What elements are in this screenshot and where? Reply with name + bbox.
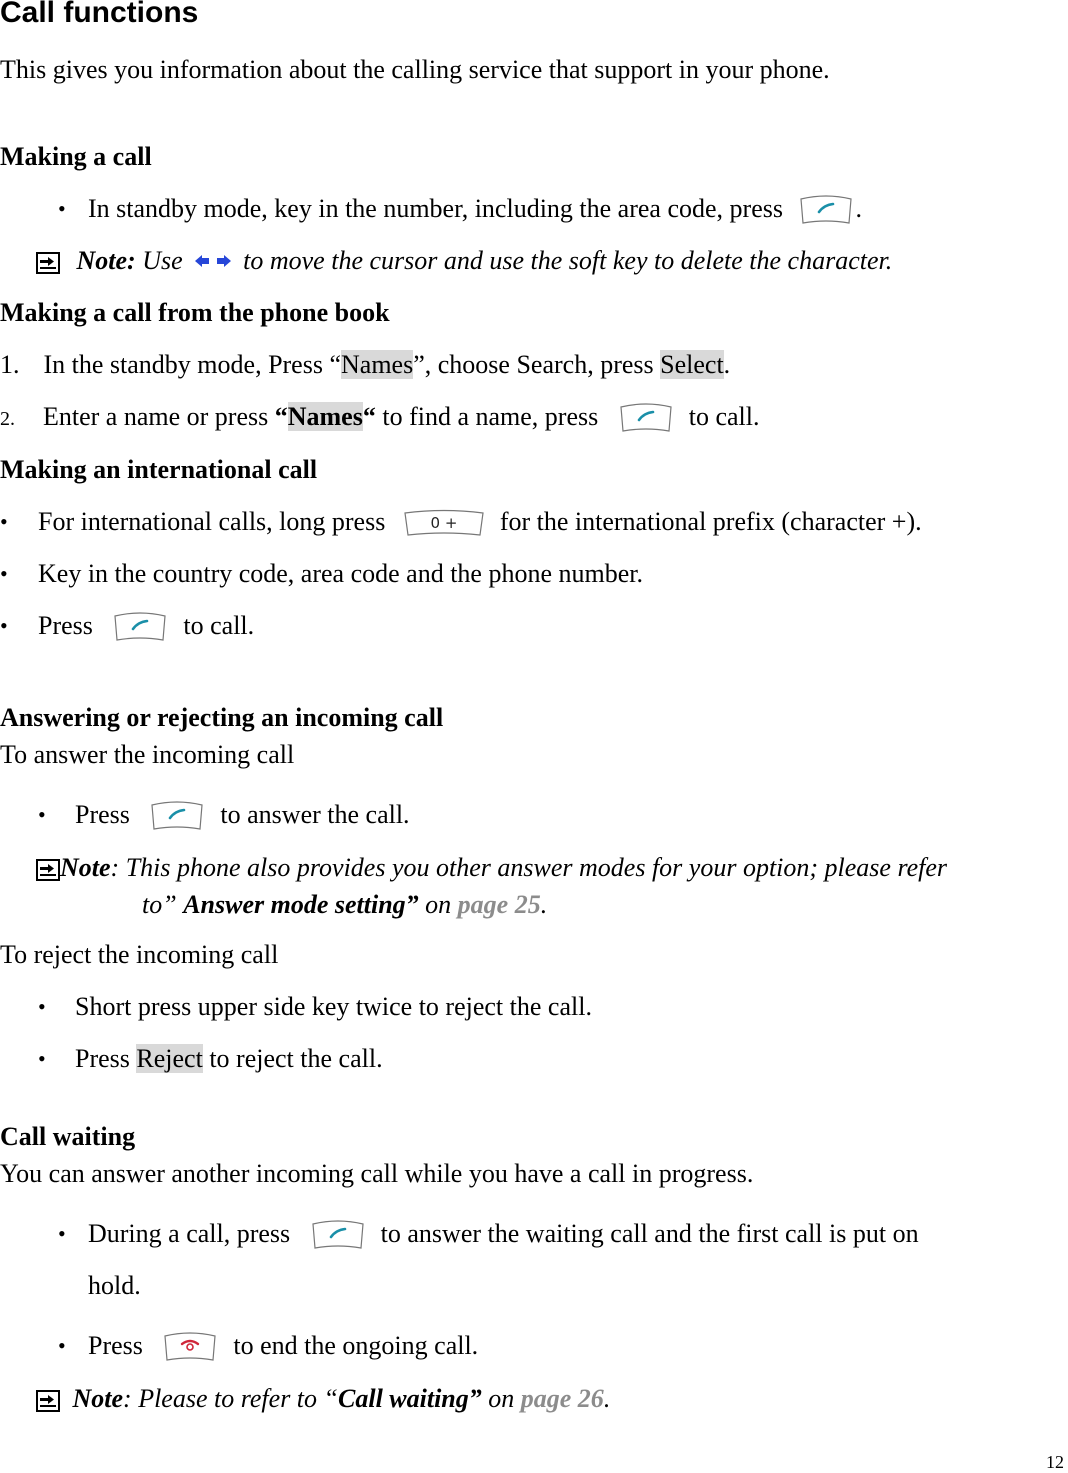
reject-bullet-2: Press Reject to reject the call. xyxy=(75,1044,383,1073)
international-bullet-1: For international calls, long press 0 + for the international prefix (character +). xyxy=(38,507,922,539)
page-25-link[interactable]: page 25 xyxy=(457,890,541,919)
answer-bullet: Press to answer the call. xyxy=(75,800,410,833)
phonebook-heading: Making a call from the phone book xyxy=(0,298,390,327)
answer-subheading: To answer the incoming call xyxy=(0,740,295,769)
waiting-intro: You can answer another incoming call while you have a call in progress. xyxy=(0,1159,754,1188)
call-key-icon xyxy=(617,403,675,435)
waiting-note: Note: Please to refer to “Call waiting” on page 26. xyxy=(36,1384,610,1414)
page-title: Call functions xyxy=(0,0,199,29)
reject-bullet-1: Short press upper side key twice to reject the call. xyxy=(75,992,592,1021)
end-call-key-icon xyxy=(161,1332,219,1364)
bullet-dot: • xyxy=(38,802,46,827)
note-icon xyxy=(36,252,60,274)
phonebook-step-2: 2. Enter a name or press “Names“ to find a name, press to call. xyxy=(0,402,760,435)
bullet-dot: • xyxy=(58,1333,66,1358)
waiting-heading: Call waiting xyxy=(0,1122,136,1151)
bullet-dot: • xyxy=(38,1046,46,1071)
note-icon xyxy=(36,1390,60,1412)
bullet-dot: • xyxy=(0,561,8,586)
select-softkey-label: Select xyxy=(660,350,724,379)
call-key-icon xyxy=(309,1220,367,1252)
page-number: 12 xyxy=(1046,1452,1064,1472)
names-softkey-label: Names xyxy=(287,402,363,431)
bullet-dot: • xyxy=(0,613,8,638)
call-key-icon xyxy=(111,612,169,644)
names-softkey-label: Names xyxy=(341,350,414,379)
waiting-bullet-1: During a call, press to answer the waiting call and the first call is put on xyxy=(88,1219,919,1252)
note-icon xyxy=(36,859,60,881)
international-bullet-3: Press to call. xyxy=(38,611,254,644)
reject-softkey-label: Reject xyxy=(136,1044,203,1073)
phonebook-step-1: 1. In the standby mode, Press “Names”, choose Search, press Select. xyxy=(0,350,731,379)
international-bullet-2: Key in the country code, area code and the phone number. xyxy=(38,559,643,588)
bullet-dot: • xyxy=(0,509,8,534)
making-call-heading: Making a call xyxy=(0,142,152,171)
bullet-dot: • xyxy=(38,994,46,1019)
zero-key-label: 0 + xyxy=(430,514,458,533)
zero-plus-key-icon xyxy=(402,509,486,539)
making-call-note: Note: Use to move the cursor and use the soft key to delete the character. xyxy=(36,246,892,276)
reject-subheading: To reject the incoming call xyxy=(0,940,279,969)
waiting-bullet-1-line-2: hold. xyxy=(88,1271,141,1300)
answer-note-line-2: to” Answer mode setting” on page 25. xyxy=(142,890,548,919)
arrow-keys-icon xyxy=(193,252,233,274)
call-key-icon xyxy=(148,801,206,833)
intro-text: This gives you information about the calling service that support in your phone. xyxy=(0,55,830,84)
making-call-bullet: In standby mode, key in the number, including the area code, press . xyxy=(88,194,862,227)
international-heading: Making an international call xyxy=(0,455,318,484)
waiting-bullet-2: Press to end the ongoing call. xyxy=(88,1331,478,1364)
call-key-icon xyxy=(797,195,855,227)
answer-note: Note: This phone also provides you other answer modes for your option; please refer xyxy=(36,853,947,883)
answering-heading: Answering or rejecting an incoming call xyxy=(0,703,444,732)
bullet-dot: • xyxy=(58,1221,66,1246)
page-26-link[interactable]: page 26 xyxy=(520,1384,604,1413)
bullet-dot: • xyxy=(58,196,66,221)
